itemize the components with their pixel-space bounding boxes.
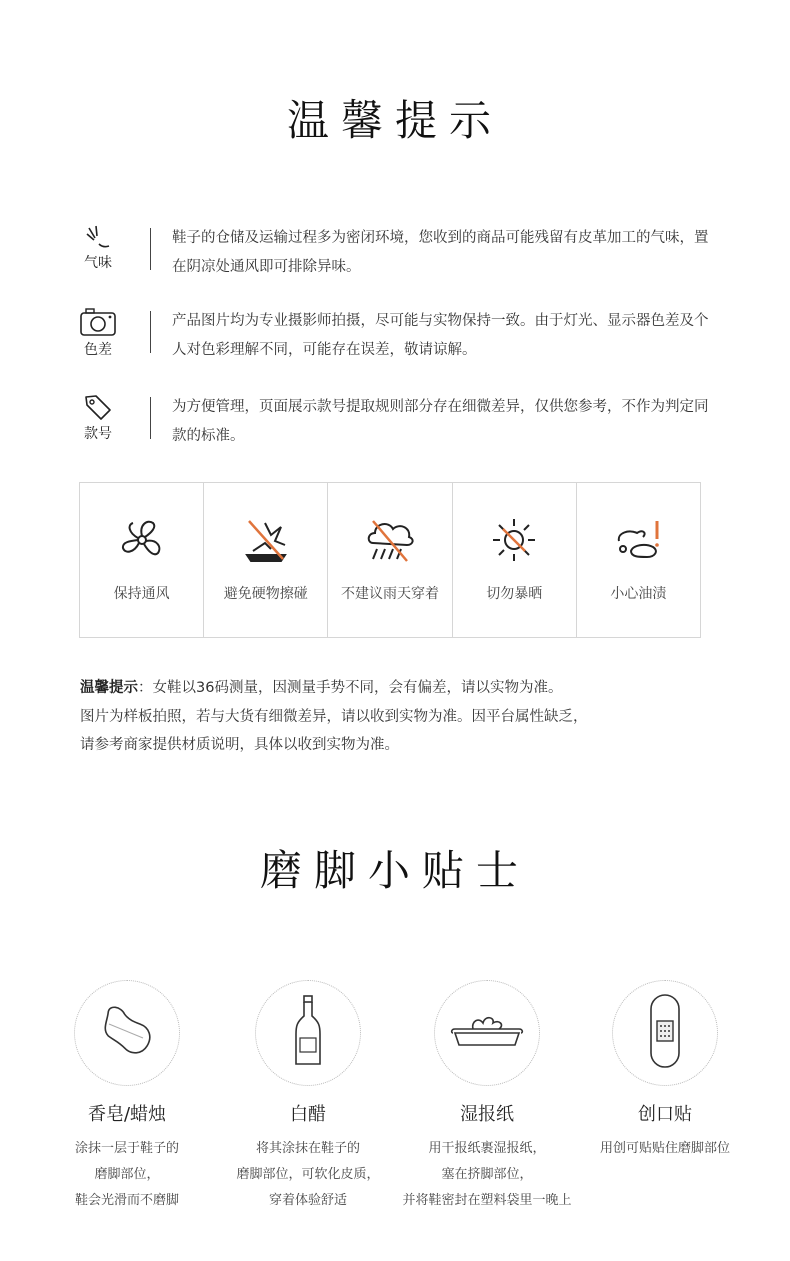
care-label: 保持通风 (113, 586, 170, 602)
tool-description (575, 1136, 755, 1162)
tool-desc-line: 用创可贴贴住磨脚部位 (599, 1141, 730, 1156)
care-item-ventilate (80, 483, 204, 637)
care-label: 小心油渍 (610, 586, 667, 602)
tool-name: 湿报纸 (460, 1104, 514, 1125)
notice-line: 请参考商家提供材质说明，具体以收到实物为准。 (80, 737, 399, 753)
fan-icon (117, 483, 167, 569)
tool-wet-newspaper (397, 980, 577, 1214)
no-rain-icon (363, 483, 417, 569)
care-item-avoid-scratch (204, 483, 328, 637)
camera-icon (76, 307, 120, 337)
tool-desc-line: 将其涂抹在鞋子的 (255, 1141, 360, 1156)
tip-text: 为方便管理，页面展示款号提取规则部分存在细微差异，仅供您参考，不作为判定同款的标准。 (172, 399, 709, 444)
tag-icon (76, 393, 120, 421)
vinegar-bottle-icon (293, 994, 323, 1072)
tool-description (37, 1136, 217, 1214)
tool-desc-line: 磨脚部位，可软化皮质， (236, 1167, 380, 1182)
tool-desc-line: 涂抹一层于鞋子的 (74, 1141, 179, 1156)
tool-description (218, 1136, 398, 1214)
care-label: 切勿暴晒 (486, 586, 543, 602)
care-item-no-rain (328, 483, 452, 637)
tool-desc-line: 并将鞋密封在塑料袋里一晚上 (402, 1193, 572, 1208)
tool-description (397, 1136, 577, 1214)
sizing-notice (80, 674, 720, 760)
tool-desc-line: 用干报纸裹湿报纸， (428, 1141, 546, 1156)
section-title-blister-tips: 磨脚小贴士 (259, 846, 530, 895)
tool-name: 创口贴 (638, 1104, 692, 1125)
notice-line: ：女鞋以36码测量，因测量手势不同，会有偏差，请以实物为准。 (138, 680, 563, 696)
tool-desc-line: 鞋会光滑而不磨脚 (74, 1193, 179, 1208)
divider (150, 397, 151, 439)
care-item-oil-stain (577, 483, 700, 637)
soap-icon (97, 1006, 157, 1060)
tip-text: 产品图片均为专业摄影师拍摄，尽可能与实物保持一致。由于灯光、显示器色差及个人对色彩理解不同，可能存在误差，敬请谅解。 (172, 313, 709, 358)
tool-desc-line: 磨脚部位， (94, 1167, 160, 1182)
bandage-icon (647, 993, 683, 1073)
care-label: 避免硬物擦碰 (223, 586, 308, 602)
tip-odor (76, 224, 726, 294)
tool-bandage (575, 980, 755, 1162)
notice-lead: 温馨提示 (80, 680, 138, 696)
divider (150, 228, 151, 270)
tip-label: 色差 (84, 342, 112, 358)
tool-white-vinegar (218, 980, 398, 1214)
divider (150, 311, 151, 353)
care-item-no-sun (453, 483, 577, 637)
tool-name: 白醋 (290, 1104, 326, 1125)
no-sun-icon (489, 483, 539, 569)
tool-desc-line: 穿着体验舒适 (268, 1193, 347, 1208)
tip-color-difference (76, 307, 726, 377)
tool-name: 香皂/蜡烛 (87, 1104, 167, 1125)
tip-label: 款号 (84, 426, 112, 442)
care-label: 不建议雨天穿着 (341, 586, 439, 602)
notice-line: 图片为样板拍照，若与大货有细微差异，请以收到实物为准。因平台属性缺乏， (80, 708, 588, 725)
tool-soap-candle (37, 980, 217, 1214)
wet-tissue-icon (449, 1011, 525, 1055)
tool-desc-line: 塞在挤脚部位， (441, 1167, 533, 1182)
tip-label: 气味 (84, 255, 112, 271)
odor-icon (76, 224, 120, 250)
tip-style-number (76, 393, 726, 463)
no-collision-icon (241, 483, 291, 569)
section-title-tips: 温馨提示 (286, 96, 503, 145)
care-instructions-panel (79, 482, 701, 638)
tip-text: 鞋子的仓储及运输过程多为密闭环境，您收到的商品可能残留有皮革加工的气味，置在阴凉处通风即可排除异味。 (172, 230, 709, 275)
oil-stain-icon (611, 483, 665, 569)
